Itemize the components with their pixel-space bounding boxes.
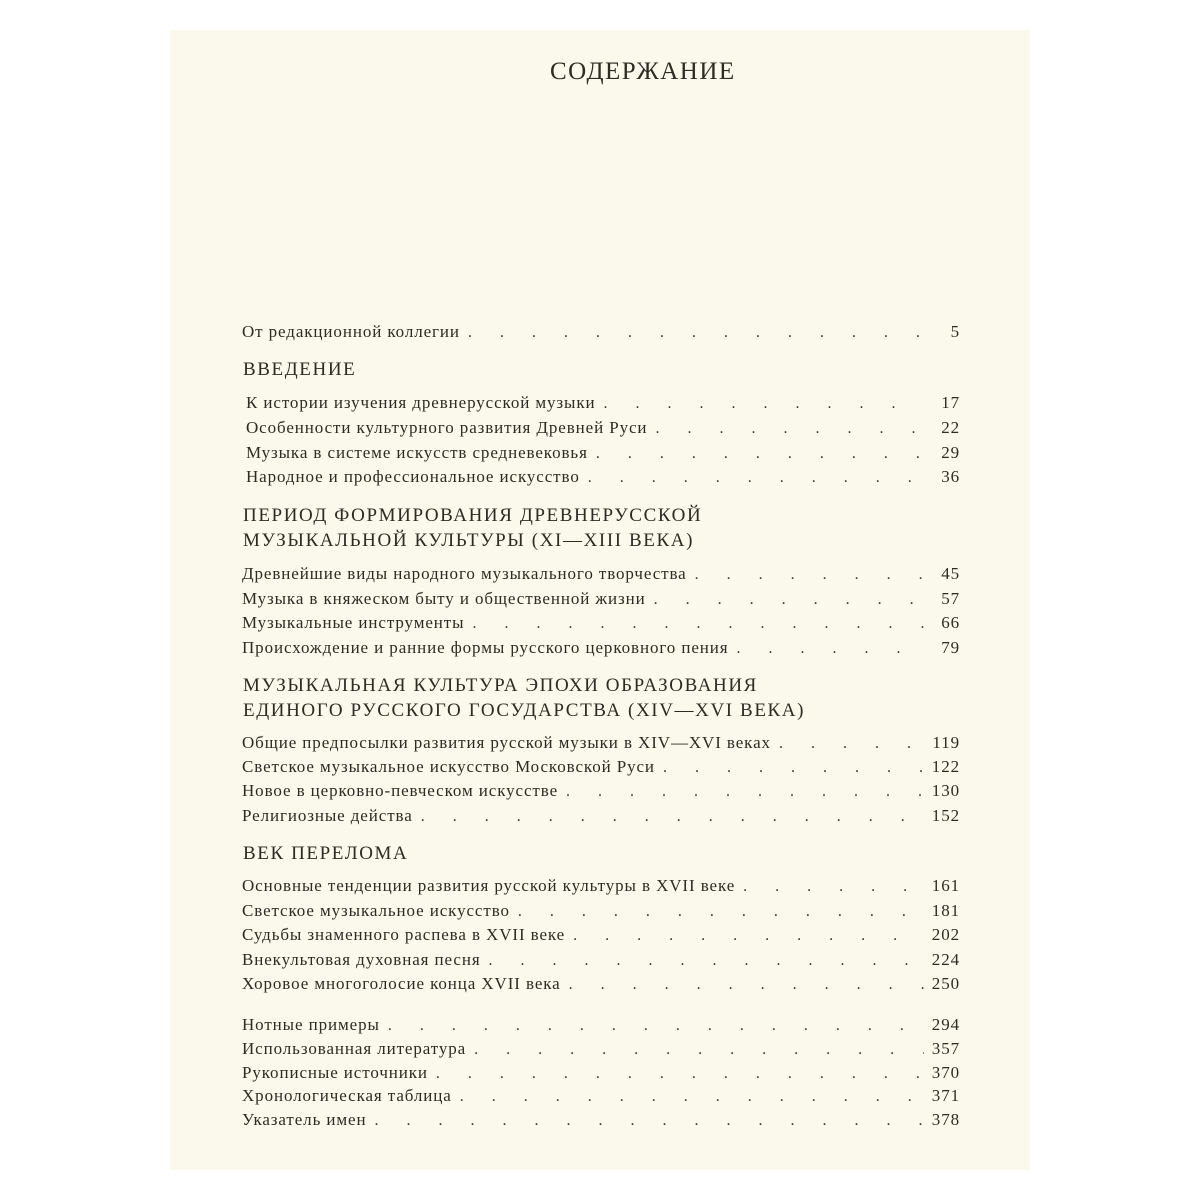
section-heading: МУЗЫКАЛЬНАЯ КУЛЬТУРА ЭПОХИ ОБРАЗОВАНИЯ xyxy=(243,675,758,696)
entry-page: 294 xyxy=(931,1015,960,1034)
entry-title: Светское музыкальное искусство Московской Руси xyxy=(242,757,655,776)
toc-entry xyxy=(242,974,960,996)
dot-leader xyxy=(388,1017,924,1035)
toc-entry xyxy=(242,1086,960,1108)
entry-page: 45 xyxy=(941,564,960,583)
entry-page: 370 xyxy=(931,1063,960,1082)
entry-title: Древнейшие виды народного музыкального творчества xyxy=(242,564,687,583)
entry-title: Нотные примеры xyxy=(242,1015,380,1034)
toc-entry xyxy=(242,901,960,923)
dot-leader xyxy=(472,615,924,633)
entry-title: Использованная литература xyxy=(242,1039,467,1058)
toc-entry xyxy=(242,1039,960,1061)
entry-page: 79 xyxy=(941,638,960,657)
entry-title: Светское музыкальное искусство xyxy=(242,901,510,920)
entry-page: 17 xyxy=(941,393,960,412)
toc-entry xyxy=(242,564,960,586)
toc-entry xyxy=(242,806,960,828)
entry-title: От редакционной коллегии xyxy=(242,322,460,341)
toc-entry xyxy=(242,613,960,635)
dot-leader xyxy=(474,1041,924,1059)
entry-title: Музыка в княжеском быту и общественной жизни xyxy=(242,589,646,608)
dot-leader xyxy=(779,735,924,753)
entry-page: 57 xyxy=(941,589,960,608)
dot-leader xyxy=(654,591,924,609)
toc-entry xyxy=(242,322,960,344)
dot-leader xyxy=(604,395,924,413)
entry-title: Общие предпосылки развития русской музыки в XIV—XVI веках xyxy=(242,733,771,752)
toc-entry xyxy=(242,638,960,660)
dot-leader xyxy=(569,976,924,994)
entry-title: Происхождение и ранние формы русского церковного пения xyxy=(242,638,729,657)
entry-page: 224 xyxy=(931,950,960,969)
entry-title: Указатель имен xyxy=(242,1110,367,1129)
dot-leader xyxy=(374,1112,924,1130)
entry-title: Религиозные действа xyxy=(242,806,413,825)
toc-entry xyxy=(242,757,960,779)
toc-entry xyxy=(242,925,960,947)
section-heading: ВВЕДЕНИЕ xyxy=(243,359,357,380)
entry-page: 378 xyxy=(931,1110,960,1129)
entry-title: Новое в церковно-певческом искусстве xyxy=(242,781,559,800)
entry-title: Внекультовая духовная песня xyxy=(242,950,481,969)
entry-page: 36 xyxy=(941,467,960,486)
dot-leader xyxy=(663,759,924,777)
entry-page: 152 xyxy=(931,806,960,825)
entry-title: Музыка в системе искусств средневековья xyxy=(246,443,588,462)
entry-title: Народное и профессиональное искусство xyxy=(246,467,580,486)
entry-title: Основные тенденции развития русской культуры в XVII веке xyxy=(242,876,736,895)
dot-leader xyxy=(588,469,924,487)
entry-page: 161 xyxy=(931,876,960,895)
dot-leader xyxy=(421,808,924,826)
entry-page: 22 xyxy=(941,418,960,437)
entry-title: Хронологическая таблица xyxy=(242,1086,452,1105)
dot-leader xyxy=(436,1065,924,1083)
entry-page: 119 xyxy=(932,733,960,752)
toc-entry xyxy=(246,393,960,415)
dot-leader xyxy=(596,445,924,463)
toc-entry xyxy=(242,876,960,898)
entry-title: К истории изучения древнерусской музыки xyxy=(246,393,596,412)
entry-title: Хоровое многоголосие конца XVII века xyxy=(242,974,561,993)
section-heading: МУЗЫКАЛЬНОЙ КУЛЬТУРЫ (XI—XIII ВЕКА) xyxy=(243,530,695,551)
entry-page: 357 xyxy=(931,1039,960,1058)
dot-leader xyxy=(468,324,924,342)
entry-page: 5 xyxy=(950,322,960,341)
dot-leader xyxy=(566,783,924,801)
page-title: СОДЕРЖАНИЕ xyxy=(550,58,736,85)
entry-page: 202 xyxy=(931,925,960,944)
entry-page: 122 xyxy=(931,757,960,776)
dot-leader xyxy=(460,1088,924,1106)
dot-leader xyxy=(573,927,924,945)
dot-leader xyxy=(695,566,924,584)
entry-title: Музыкальные инструменты xyxy=(242,613,465,632)
toc-entry xyxy=(242,950,960,972)
toc-entry xyxy=(242,733,960,755)
entry-page: 29 xyxy=(941,443,960,462)
toc-entry xyxy=(242,1015,960,1037)
dot-leader xyxy=(518,903,924,921)
section-heading: ВЕК ПЕРЕЛОМА xyxy=(243,843,409,864)
section-heading: ЕДИНОГО РУССКОГО ГОСУДАРСТВА (XIV—XVI ВЕКА) xyxy=(243,700,806,721)
entry-page: 181 xyxy=(931,901,960,920)
dot-leader xyxy=(655,420,924,438)
toc-entry xyxy=(242,1110,960,1132)
dot-leader xyxy=(737,640,924,658)
section-heading: ПЕРИОД ФОРМИРОВАНИЯ ДРЕВНЕРУССКОЙ xyxy=(243,505,703,526)
entry-title: Рукописные источники xyxy=(242,1063,428,1082)
toc-entry xyxy=(242,589,960,611)
toc-entry xyxy=(246,467,960,489)
toc-entry xyxy=(246,443,960,465)
entry-title: Особенности культурного развития Древней Руси xyxy=(246,418,648,437)
toc-entry xyxy=(242,1063,960,1085)
toc-entry xyxy=(242,781,960,803)
entry-page: 66 xyxy=(941,613,960,632)
entry-page: 371 xyxy=(931,1086,960,1105)
entry-title: Судьбы знаменного распева в XVII веке xyxy=(242,925,566,944)
toc-entry xyxy=(246,418,960,440)
dot-leader xyxy=(489,952,924,970)
entry-page: 130 xyxy=(931,781,960,800)
entry-page: 250 xyxy=(931,974,960,993)
dot-leader xyxy=(743,878,924,896)
